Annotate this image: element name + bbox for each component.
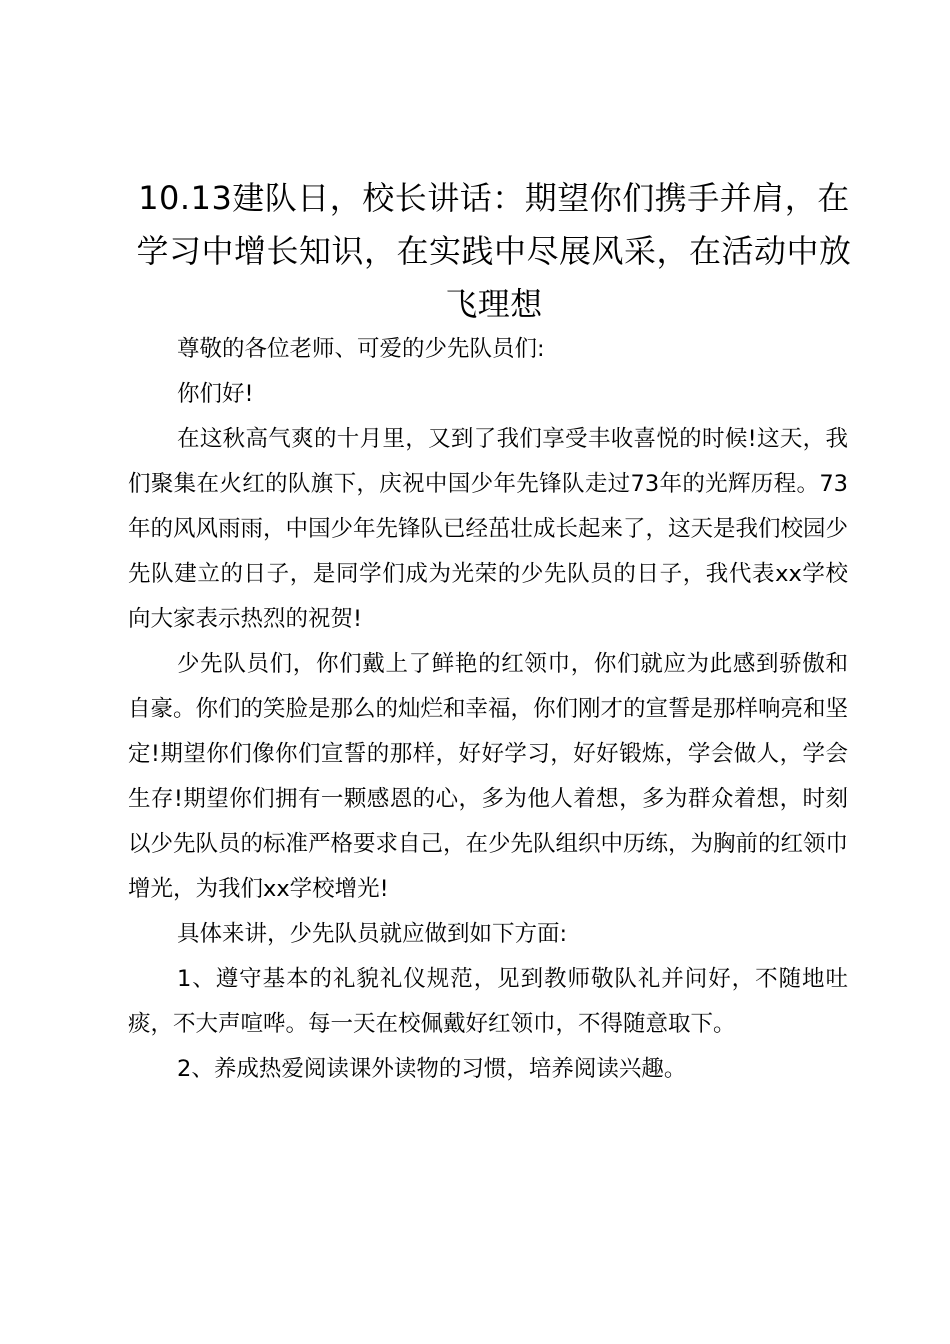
paragraph-greeting: 你们好! xyxy=(177,381,254,407)
paragraph-requirements-intro: 具体来讲，少先队员就应做到如下方面: xyxy=(177,921,568,947)
paragraph-expectations: 少先队员们，你们戴上了鲜艳的红领巾，你们就应为此感到骄傲和自豪。你们的笑脸是那么的灿烂和幸福，你们刚才的宣誓是那样响亮和坚定!期望你们像你们宣誓的那样，好好学习，好好锻炼，学会做人，学会生存!期望你们拥有一颗感恩的心，多为他人着想，多为群众着想，时刻以少先队员的标准严格要求自己，在少先队组织中历练，为胸前的红领巾增光，为我们xx学校增光! xyxy=(128,651,849,902)
document-body xyxy=(128,327,848,1092)
paragraph-salutation: 尊敬的各位老师、可爱的少先队员们: xyxy=(177,336,545,362)
paragraph-requirement-2: 2、养成热爱阅读课外读物的习惯，培养阅读兴趣。 xyxy=(177,1056,687,1082)
paragraph-celebration: 在这秋高气爽的十月里，又到了我们享受丰收喜悦的时候!这天，我们聚集在火红的队旗下，庆祝中国少年先锋队走过73年的光辉历程。73年的风风雨雨，中国少年先锋队已经茁壮成长起来了，这天是我们校园少先队建立的日子，是同学们成为光荣的少先队员的日子，我代表xx学校向大家表示热烈的祝贺! xyxy=(128,426,849,632)
paragraph-requirement-1: 1、遵守基本的礼貌礼仪规范，见到教师敬队礼并问好，不随地吐痰，不大声喧哗。每一天在校佩戴好红领巾，不得随意取下。 xyxy=(128,966,848,1037)
document-title: 10.13建队日，校长讲话：期望你们携手并肩，在学习中增长知识，在实践中尽展风采，在活动中放飞理想 xyxy=(136,179,852,323)
